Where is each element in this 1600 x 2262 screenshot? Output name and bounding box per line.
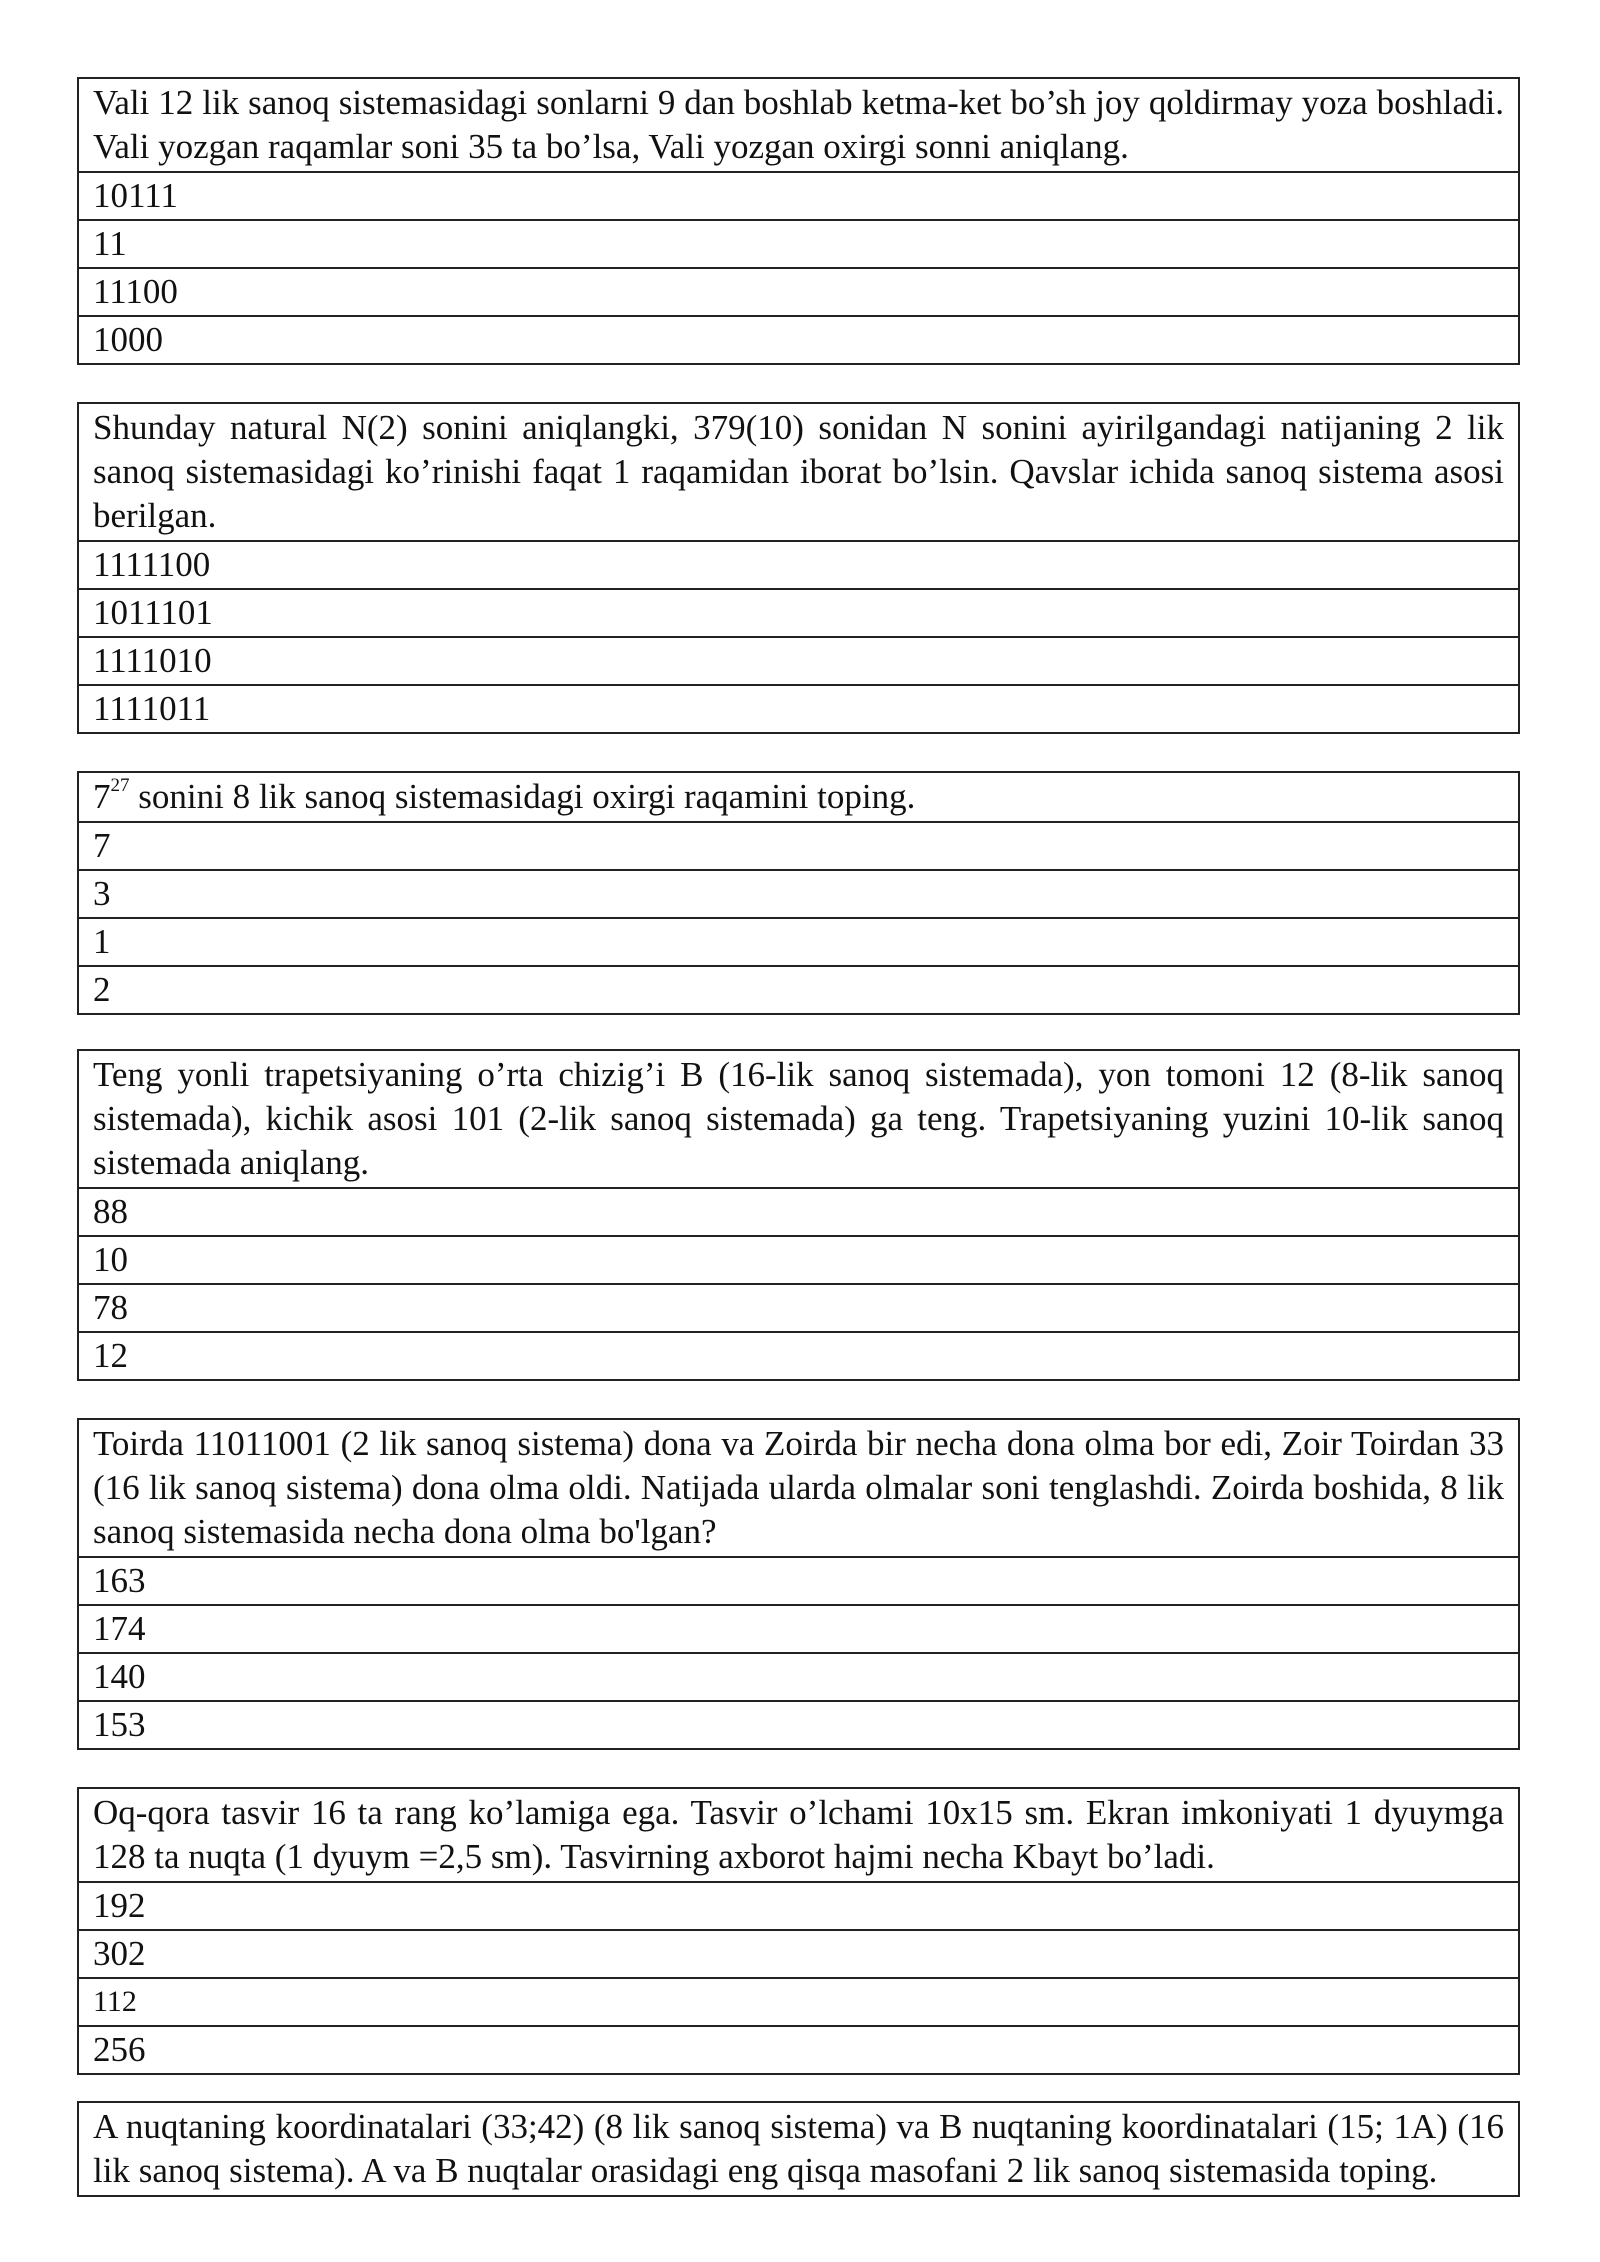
question-text: A nuqtaning koordinatalari (33;42) (8 lik sanoq sistema) va B nuqtaning koordinatalari (15; 1A) (16 lik sanoq sistema). A va B nuqtalar orasidagi eng qisqa masofani 2 lik sanoq sistemasida toping. <box>78 2102 1519 2196</box>
answer-option-a: 163 <box>78 1557 1519 1605</box>
question-block-6 <box>77 1787 1520 2075</box>
answer-option-c: 112 <box>78 1978 1519 2026</box>
answer-option-d: 1000 <box>78 316 1519 364</box>
answer-option-c: 11100 <box>78 268 1519 316</box>
answer-option-d: 12 <box>78 1332 1519 1380</box>
question-block-2 <box>77 402 1520 734</box>
answer-option-d: 256 <box>78 2026 1519 2074</box>
answer-option-d: 1111011 <box>78 685 1519 733</box>
answer-option-c: 78 <box>78 1284 1519 1332</box>
answer-option-c: 140 <box>78 1653 1519 1701</box>
question-block-4 <box>77 1049 1520 1381</box>
answer-option-b: 11 <box>78 220 1519 268</box>
answer-option-a: 7 <box>78 822 1519 870</box>
answer-option-b: 302 <box>78 1930 1519 1978</box>
question-block-1 <box>77 77 1520 365</box>
answer-option-c: 1 <box>78 918 1519 966</box>
answer-option-b: 10 <box>78 1236 1519 1284</box>
question-text: Oq-qora tasvir 16 ta rang ko’lamiga ega. Tasvir o’lchami 10x15 sm. Ekran imkoniyati 1 dyuymga 128 ta nuqta (1 dyuym =2,5 sm). Tasvirning axborot hajmi necha Kbayt bo’ladi. <box>78 1788 1519 1882</box>
question-text: Vali 12 lik sanoq sistemasidagi sonlarni 9 dan boshlab ketma-ket bo’sh joy qoldirmay yoza boshladi. Vali yozgan raqamlar soni 35 ta bo’lsa, Vali yozgan oxirgi sonni aniqlang. <box>78 78 1519 172</box>
question-block-5 <box>77 1418 1520 1750</box>
answer-option-a: 10111 <box>78 172 1519 220</box>
answer-option-d: 2 <box>78 966 1519 1014</box>
answer-option-b: 1011101 <box>78 589 1519 637</box>
answer-option-a: 1111100 <box>78 541 1519 589</box>
answer-option-b: 174 <box>78 1605 1519 1653</box>
answer-option-c: 1111010 <box>78 637 1519 685</box>
answer-option-a: 192 <box>78 1882 1519 1930</box>
power-exponent: 27 <box>110 775 130 796</box>
question-text: Teng yonli trapetsiyaning o’rta chizig’i B (16-lik sanoq sistemada), yon tomoni 12 (8-lik sanoq sistemada), kichik asosi 101 (2-lik sanoq sistemada) ga teng. Trapetsiyaning yuzini 10-lik sanoq sistemada aniqlang. <box>78 1050 1519 1188</box>
question-text: Toirda 11011001 (2 lik sanoq sistema) dona va Zoirda bir necha dona olma bor edi, Zoir Toirdan 33 (16 lik sanoq sistema) dona olma oldi. Natijada ularda olmalar soni tenglashdi. Zoirda boshida, 8 lik sanoq sistemasida necha dona olma bo'lgan? <box>78 1419 1519 1557</box>
answer-option-b: 3 <box>78 870 1519 918</box>
answer-option-a: 88 <box>78 1188 1519 1236</box>
answer-option-d: 153 <box>78 1701 1519 1749</box>
question-block-7 <box>77 2101 1520 2197</box>
question-text-rest: sonini 8 lik sanoq sistemasidagi oxirgi raqamini toping. <box>129 777 916 816</box>
question-text <box>78 772 1519 822</box>
question-text: Shunday natural N(2) sonini aniqlangki, 379(10) sonidan N sonini ayirilgandagi natijaning 2 lik sanoq sistemasidagi ko’rinishi faqat 1 raqamidan iborat bo’lsin. Qavslar ichida sanoq sistema asosi berilgan. <box>78 403 1519 541</box>
power-base: 7 <box>93 777 111 816</box>
question-block-3 <box>77 771 1520 1015</box>
